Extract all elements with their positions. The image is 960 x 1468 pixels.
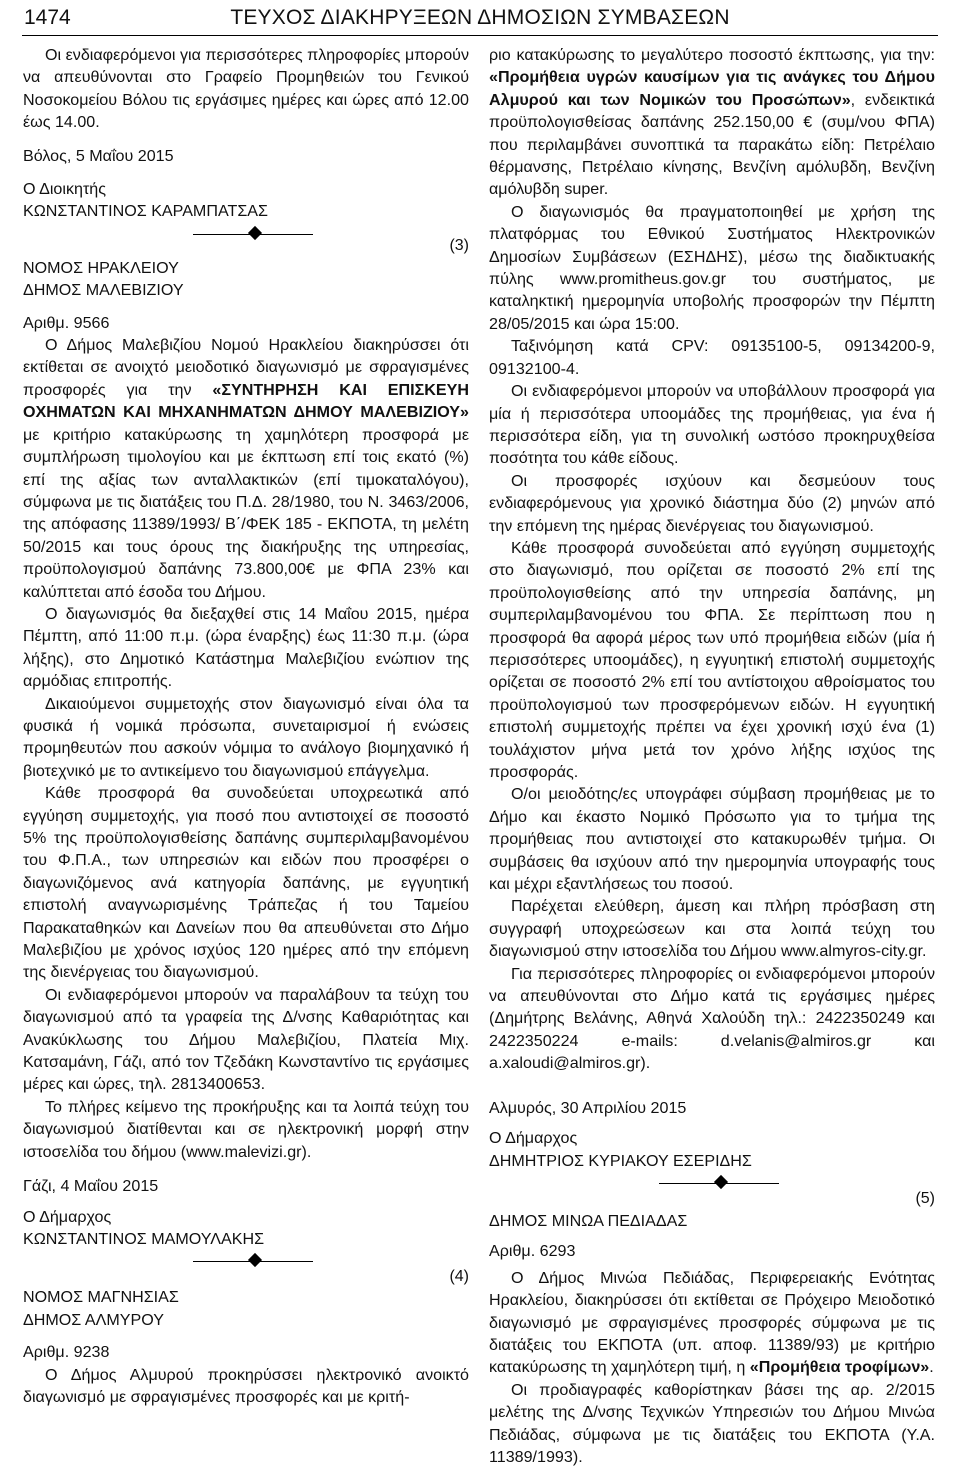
notice-reference: (5) bbox=[915, 1189, 935, 1207]
signature-role: Ο Δήμαρχος bbox=[489, 1129, 578, 1148]
notice-reference: (3) bbox=[449, 236, 469, 254]
paragraph: Δικαιούμενοι συμμετοχής στον διαγωνισμό είναι όλα τα φυσικά ή νομικά πρόσωπα, συνεταιρισμοί ή ενώσεις προμηθευτών που ασκούν νόμιμα το ανάλογο βιομηχανικό ή βιοτεχνικό με το αντικείμενο του διαγωνισμού επάγγελμα. bbox=[23, 694, 469, 780]
section-divider bbox=[23, 1250, 469, 1286]
section-divider bbox=[23, 223, 469, 254]
diamond-icon bbox=[714, 1175, 728, 1189]
paragraph: Οι ενδιαφερόμενοι μπορούν να παραλάβουν τα τεύχη του διαγωνισμού από τα γραφεία της Δ/νσης Καθαριότητας και Ανακύκλωσης του Δήμου Μαλεβιζίου, Πλατεία Μιχ. Κατσαμάνη, Γάζι, από τον Τζεδάκη Κωνσταντίνο τις εργάσιμες μέρες και ώρες, τηλ. 2813400653. bbox=[23, 985, 469, 1094]
paragraph: Το πλήρες κείμενο της προκήρυξης και τα λοιπά τεύχη του διαγωνισμού διατίθενται και σε ηλεκτρονική μορφή στην ιστοσελίδα του δήμου (www.malevizi.gr). bbox=[23, 1097, 469, 1161]
prefecture-heading: ΝΟΜΟΣ ΜΑΓΝΗΣΙΑΣ bbox=[23, 1288, 179, 1307]
paragraph: Ταξινόμηση κατά CPV: 09135100-5, 09134200-9, 09132100-4. bbox=[489, 337, 935, 378]
signature-role: Ο Διοικητής bbox=[23, 180, 107, 199]
paragraph: Ο Δήμος Μινώα Πεδιάδας, Περιφερειακής Ενότητας Ηρακλείου, διακηρύσσει ότι εκτίθεται σε Πρόχειρο Μειοδοτικό διαγωνισμό με σφραγισμένες προσφορές σύμφωνα με τις διατάξεις του ΕΚΠΟΤΑ (υπ. αποφ. 11389/93) με κριτήριο κατακύρωσης τη χαμηλότερη τιμή, η «Προμήθεια τροφίμων». bbox=[489, 1268, 935, 1377]
paragraph: Οι ενδιαφερόμενοι μπορούν να υποβάλλουν προσφορά για μία ή περισσότερα υποομάδες της προμήθειας, για ένα ή περισσότερα είδη, για τη συνολική ωστόσο προκηρυχθείσα ποσότητα του κάθε είδους. bbox=[489, 382, 935, 468]
municipality-heading: ΔΗΜΟΣ ΑΛΜΥΡΟΥ bbox=[23, 1310, 164, 1329]
paragraph: Ο Δήμος Αλμυρού προκηρύσσει ηλεκτρονικό ανοικτό διαγωνισμό με σφραγισμένες προσφορές και με κριτή- bbox=[23, 1365, 469, 1406]
page-number: 1474 bbox=[24, 6, 71, 29]
paragraph: ριο κατακύρωσης το μεγαλύτερο ποσοστό έκπτωσης, για την: «Προμήθεια υγρών καυσίμων για τις ανάγκες του Δήμου Αλμυρού και των Νομικών του Προσώπων», ενδεικτικά προϋπολογισθείσας δαπάνης 252.150,00 € (συμ/νου ΦΠΑ) που περιλαμβάνει συνοπτικά τα παρακάτω είδη: Πετρέλαιο θέρμανσης, Πετρέλαιο κίνησης, Βενζίνη αμόλυβδη, Βενζίνη αμόλυβδη super. bbox=[489, 46, 935, 199]
header-rule bbox=[22, 35, 938, 36]
signature-name: ΔΗΜΗΤΡΙΟΣ ΚΥΡΙΑΚΟΥ ΕΣΕΡΙΔΗΣ bbox=[489, 1151, 752, 1170]
journal-title: ΤΕΥΧΟΣ ΔΙΑΚΗΡΥΞΕΩΝ ΔΗΜΟΣΙΩΝ ΣΥΜΒΑΣΕΩΝ bbox=[230, 6, 730, 29]
section-divider bbox=[489, 1172, 935, 1207]
signature-place-date: Βόλος, 5 Μαΐου 2015 bbox=[23, 146, 174, 165]
left-column bbox=[23, 44, 469, 1408]
paragraph: Οι ενδιαφερόμενοι για περισσότερες πληροφορίες μπορούν να απευθύνονται στο Γραφείο Προμηθειών του Γενικού Νοσοκομείου Βόλου τις εργάσιμες ημέρες και ώρες από 12.00 έως 14.00. bbox=[23, 46, 469, 132]
signature-name: ΚΩΝΣΤΑΝΤΙΝΟΣ ΚΑΡΑΜΠΑΤΣΑΣ bbox=[23, 202, 268, 221]
paragraph: Οι προσφορές ισχύουν και δεσμεύουν τους ενδιαφερόμενους για χρονικό διάστημα δύο (2) μηνών από την επόμενη της ημέρας διενέργειας του διαγωνισμού. bbox=[489, 471, 935, 535]
municipality-heading: ΔΗΜΟΣ ΜΙΝΩΑ ΠΕΔΙΑΔΑΣ bbox=[489, 1211, 688, 1230]
paragraph: Για περισσότερες πληροφορίες οι ενδιαφερόμενοι μπορούν να απευθύνονται στο Δήμο κατά τις εργάσιμες ημέρες (Δημήτρης Βελάνης, Αθηνά Χαλούδη τηλ.: 2422350249 και 2422350224 e-mails: d.velanis@almiros.gr και a.xaloudi@almiros.gr). bbox=[489, 964, 935, 1073]
notice-number: Αριθμ. 6293 bbox=[489, 1242, 576, 1261]
paragraph: Οι προδιαγραφές καθορίστηκαν βάσει της αρ. 2/2015 μελέτης της Δ/νσης Τεχνικών Υπηρεσιών του Δήμου Μινώα Πεδιάδας, σύμφωνα με τις διατάξεις του ΕΚΠΟΤΑ (Υ.Α. 11389/1993). bbox=[489, 1380, 935, 1466]
notice-number: Αριθμ. 9566 bbox=[23, 313, 110, 332]
signature-role: Ο Δήμαρχος bbox=[23, 1207, 112, 1226]
right-column bbox=[489, 44, 935, 1468]
municipality-heading: ΔΗΜΟΣ ΜΑΛΕΒΙΖΙΟΥ bbox=[23, 281, 184, 300]
page-header bbox=[22, 6, 938, 34]
signature-name: ΚΩΝΣΤΑΝΤΙΝΟΣ ΜΑΜΟΥΛΑΚΗΣ bbox=[23, 1229, 265, 1248]
diamond-icon bbox=[248, 226, 262, 240]
paragraph: Κάθε προσφορά θα συνοδεύεται υποχρεωτικά από εγγύηση συμμετοχής, για ποσό που αντιστοιχεί σε ποσοστό 5% της προϋπολογισθείσης δαπάνης συμπεριλαμβανομένου του Φ.Π.Α., των υπηρεσιών και ειδών που προσφέρει ο διαγωνιζόμενος ανά κατηγορία δαπάνης, με εγγυητική επιστολή αναγνωρισμένης Τράπεζας ή του Ταμείου Παρακαταθηκών και Δανείων που θα απευθύνεται στο Δήμο Μαλεβιζίου με χρόνος ισχύος 120 ημέρες από την επόμενη της διενέργειας του διαγωνισμού. bbox=[23, 784, 469, 982]
notice-number: Αριθμ. 9238 bbox=[23, 1343, 110, 1362]
paragraph: Ο Δήμος Μαλεβιζίου Νομού Ηρακλείου διακηρύσσει ότι εκτίθεται σε ανοιχτό μειοδοτικό διαγωνισμό με σφραγισμένες προσφορές για την «ΣΥΝΤΗΡΗΣΗ ΚΑΙ ΕΠΙΣΚΕΥΗ ΟΧΗΜΑΤΩΝ ΚΑΙ ΜΗΧΑΝΗΜΑΤΩΝ ΔΗΜΟΥ ΜΑΛΕΒΙΖΙΟΥ» με κριτήριο κατακύρωσης τη χαμηλότερη προσφορά με συμπλήρωση τιμολογίου και με έκπτωση επί τοις εκατό (%) επί της αξίας των ανταλλακτικών (επί τιμοκαταλόγου), σύμφωνα με τις διατάξεις του Π.Δ. 28/1980, του Ν. 3463/2006, της απόφασης 11389/1993/ Β΄/ΦΕΚ 185 - ΕΚΠΟΤΑ, τη μελέτη 50/2015 και τους όρους της διακήρυξης της υπηρεσίας, προϋπολογισμού δαπάνης 73.800,00€ με ΦΠΑ 23% και καλύπτεται από έσοδα του Δήμου. bbox=[23, 336, 469, 601]
notice-reference: (4) bbox=[449, 1268, 469, 1286]
diamond-icon bbox=[248, 1253, 262, 1267]
paragraph: Ο/οι μειοδότης/ες υπογράφει σύμβαση προμήθειας με το Δήμο και έκαστο Νομικό Πρόσωπο για το τμήμα της προμήθειας που αντιστοιχεί στο κατακυρωθέν τμήμα. Οι συμβάσεις θα ισχύουν από την ημερομηνία υπογραφής τους και μέχρι εξαντλήσεως του ποσού. bbox=[489, 785, 935, 894]
paragraph: Ο διαγωνισμός θα διεξαχθεί στις 14 Μαΐου 2015, ημέρα Πέμπτη, από 11:00 π.μ. (ώρα έναρξης) έως 11:30 π.μ. (ώρα λήξης), στο Δημοτικό Κατάστημα Μαλεβιζίου ενώπιον της αρμόδιας επιτροπής. bbox=[23, 604, 469, 691]
paragraph: Ο διαγωνισμός θα πραγματοποιηθεί με χρήση της πλατφόρμας του Εθνικού Συστήματος Ηλεκτρονικών Δημοσίων Συμβάσεων (ΕΣΗΔΗΣ), μέσω της διαδικτυακής πύλης www.promitheus.gov.gr του συστήματος, με καταληκτική ημερομηνία υποβολής προσφορών την Πέμπτη 28/05/2015 και ώρα 15:00. bbox=[489, 202, 935, 333]
paragraph: Κάθε προσφορά συνοδεύεται από εγγύηση συμμετοχής στο διαγωνισμό, που ορίζεται σε ποσοστό 2% επί της προϋπολογισθείσης από την υπηρεσία δαπάνης, μη συμπεριλαμβανομένου του ΦΠΑ. Σε περίπτωση που η προσφορά θα αφορά μέρος των υπό προμήθεια ειδών (μία ή περισσότερες υποομάδες), η εγγυητική επιστολή συμμετοχής ορίζεται σε ποσοστό 2% επί του αντίστοιχου αθροίσματος του προϋπολογισμού των προσφερόμενων ειδών. Η εγγυητική επιστολή συμμετοχής πρέπει να έχει χρονική ισχύ ένα (1) τουλάχιστον μήνα μετά τον χρόνο λήξης ισχύος της προσφοράς. bbox=[489, 538, 935, 781]
paragraph: Παρέχεται ελεύθερη, άμεση και πλήρη πρόσβαση στη συγγραφή υποχρεώσεων και στα λοιπά τεύχη του διαγωνισμού στην ιστοσελίδα του Δήμου www.almyros-city.gr. bbox=[489, 897, 935, 961]
prefecture-heading: ΝΟΜΟΣ ΗΡΑΚΛΕΙΟΥ bbox=[23, 258, 179, 277]
signature-place-date: Αλμυρός, 30 Απριλίου 2015 bbox=[489, 1098, 687, 1117]
signature-place-date: Γάζι, 4 Μαΐου 2015 bbox=[23, 1177, 159, 1196]
